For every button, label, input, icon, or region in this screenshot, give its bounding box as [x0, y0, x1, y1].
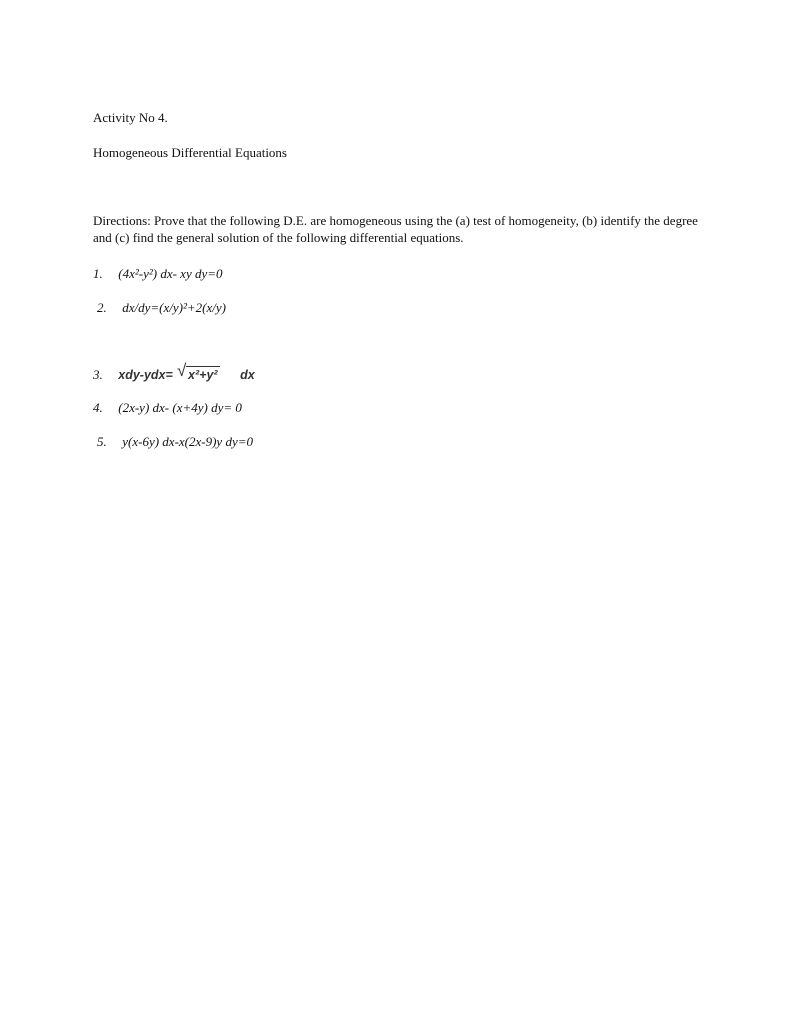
equation-text: (2x-y) dx- (x+4y) dy= 0 [118, 400, 242, 415]
radicand: x²+y² [188, 368, 218, 382]
equation-item-3 [93, 361, 255, 383]
equation-item-4 [93, 400, 242, 416]
equation-text: y(x-6y) dx-x(2x-9)y dy=0 [122, 434, 253, 449]
directions-paragraph: Directions: Prove that the following D.E. are homogeneous using the (a) test of homogeneity, (b) identify the degree and (c) find the general solution of the following differential equations. [93, 213, 698, 245]
equation-lhs: xdy-ydx= [118, 368, 173, 382]
equation-item-1 [93, 266, 223, 282]
radical-sign-icon: √ [177, 361, 187, 380]
activity-title: Activity No 4. [93, 110, 168, 125]
item-number: 2. [97, 300, 107, 315]
item-number: 5. [97, 434, 107, 449]
equation-text: dx/dy=(x/y)²+2(x/y) [122, 300, 226, 315]
item-number: 3. [93, 367, 103, 382]
item-number: 1. [93, 266, 103, 281]
equation-item-5 [97, 434, 253, 450]
equation-text: (4x²-y²) dx- xy dy=0 [118, 266, 223, 281]
item-number: 4. [93, 400, 103, 415]
equation-rhs: dx [240, 368, 255, 382]
square-root-expression [177, 361, 220, 383]
activity-subtitle: Homogeneous Differential Equations [93, 145, 287, 160]
equation-item-2 [97, 300, 226, 316]
